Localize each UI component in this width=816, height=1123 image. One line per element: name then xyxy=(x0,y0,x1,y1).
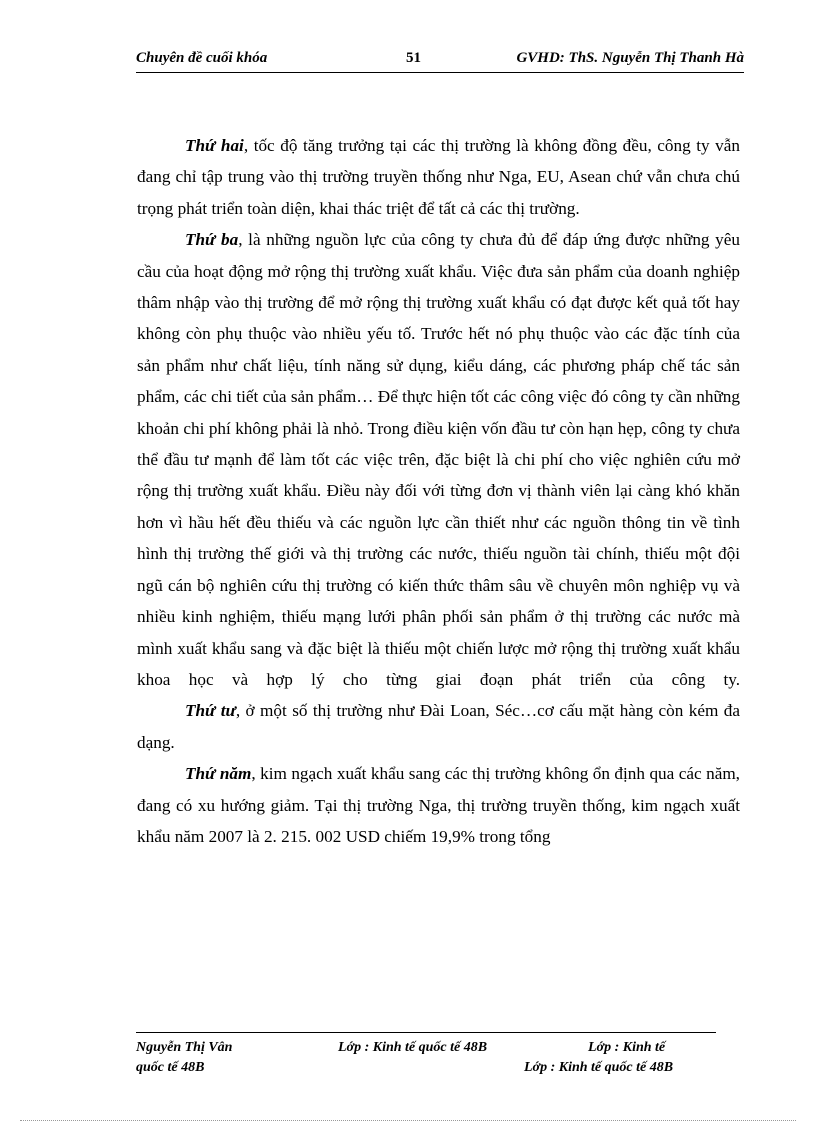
footer-divider xyxy=(136,1032,716,1033)
page-number: 51 xyxy=(406,50,421,66)
header-divider xyxy=(136,72,744,73)
paragraph-text: , kim ngạch xuất khẩu sang các thị trường không ổn định qua các năm, đang có xu hướng giảm. Tại thị trường Nga, thị trường truyền thống, kim ngạch xuất khẩu năm 2007 là 2. 215. 002 USD chiếm 19,9% trong tổng xyxy=(137,764,740,846)
paragraph-text: , ở một số thị trường như Đài Loan, Séc…cơ cấu mặt hàng còn kém đa dạng. xyxy=(137,701,740,752)
footer-class: quốc tế 48B xyxy=(136,1060,205,1075)
footer-class: Lớp : Kinh tế quốc tế 48B xyxy=(524,1060,674,1075)
paragraph-lead: Thứ ba xyxy=(185,230,239,250)
paragraph-text: , tốc độ tăng trưởng tại các thị trường là không đồng đều, công ty vẫn đang chỉ tập trung vào thị trường truyền thống như Nga, EU, Asean chứ vẫn chưa chú trọng phát triển toàn diện, khai thác triệt để tất cả các thị trường. xyxy=(137,136,740,218)
paragraph-text: , là những nguồn lực của công ty chưa đủ để đáp ứng được những yêu cầu của hoạt động mở rộng thị trường xuất khẩu. Việc đưa sản phẩm của doanh nghiệp thâm nhập vào thị trường để mở rộng thị trường xuất khẩu có đạt được kết quả tốt hay không còn phụ thuộc vào nhiều yếu tố. Trước hết nó phụ thuộc vào các đặc tính của sản phẩm như chất liệu, tính năng sử dụng, kiểu dáng, các phương pháp chế tác sản phẩm, các chi tiết của sản phẩm… Để thực hiện tốt các công việc đó công ty cần những khoản chi phí không phải là nhỏ. Trong điều kiện vốn đầu tư còn hạn hẹp, công ty chưa thể đầu tư mạnh để làm tốt các việc trên, đặc biệt là chi phí cho việc nghiên cứu mở rộng thị trường xuất khẩu. Điều này đối với từng đơn vị thành viên lại càng khó khăn hơn vì hầu hết đều thiếu và các nguồn lực cần thiết như các nguồn thông tin về tình hình thị trường thế giới và thị trường các nước, thiếu nguồn tài chính, thiếu một đội ngũ cán bộ nghiên cứu thị trường có kiến thức thâm sâu về chuyên môn nghiệp vụ và nhiều kinh nghiệm, thiếu mạng lưới phân phối sản phẩm ở thị trường các nước mà mình xuất khẩu sang và đặc biệt là thiếu một chiến lược mở rộng thị trường xuất khẩu khoa học và hợp lý cho từng giai đoạn phát triển của công ty. xyxy=(137,230,740,689)
header-title: Chuyên đề cuối khóa xyxy=(136,50,268,66)
paragraph-lead: Thứ tư xyxy=(185,701,236,721)
paragraph-thu-hai xyxy=(137,130,740,224)
footer-class: Lớp : Kinh tế quốc tế 48B xyxy=(338,1040,488,1055)
footer-author: Nguyễn Thị Vân xyxy=(136,1040,233,1055)
paragraph-thu-nam xyxy=(137,758,740,852)
paragraph-lead: Thứ hai xyxy=(185,136,244,155)
header-supervisor: GVHD: ThS. Nguyễn Thị Thanh Hà xyxy=(516,50,744,66)
page-bottom-divider xyxy=(20,1120,796,1121)
footer-class: Lớp : Kinh tế xyxy=(588,1040,666,1055)
paragraph-thu-tu xyxy=(137,695,740,758)
paragraph-lead: Thứ năm xyxy=(185,764,252,784)
page-header xyxy=(136,46,744,72)
document-body xyxy=(137,130,740,852)
paragraph-thu-ba xyxy=(137,224,740,695)
